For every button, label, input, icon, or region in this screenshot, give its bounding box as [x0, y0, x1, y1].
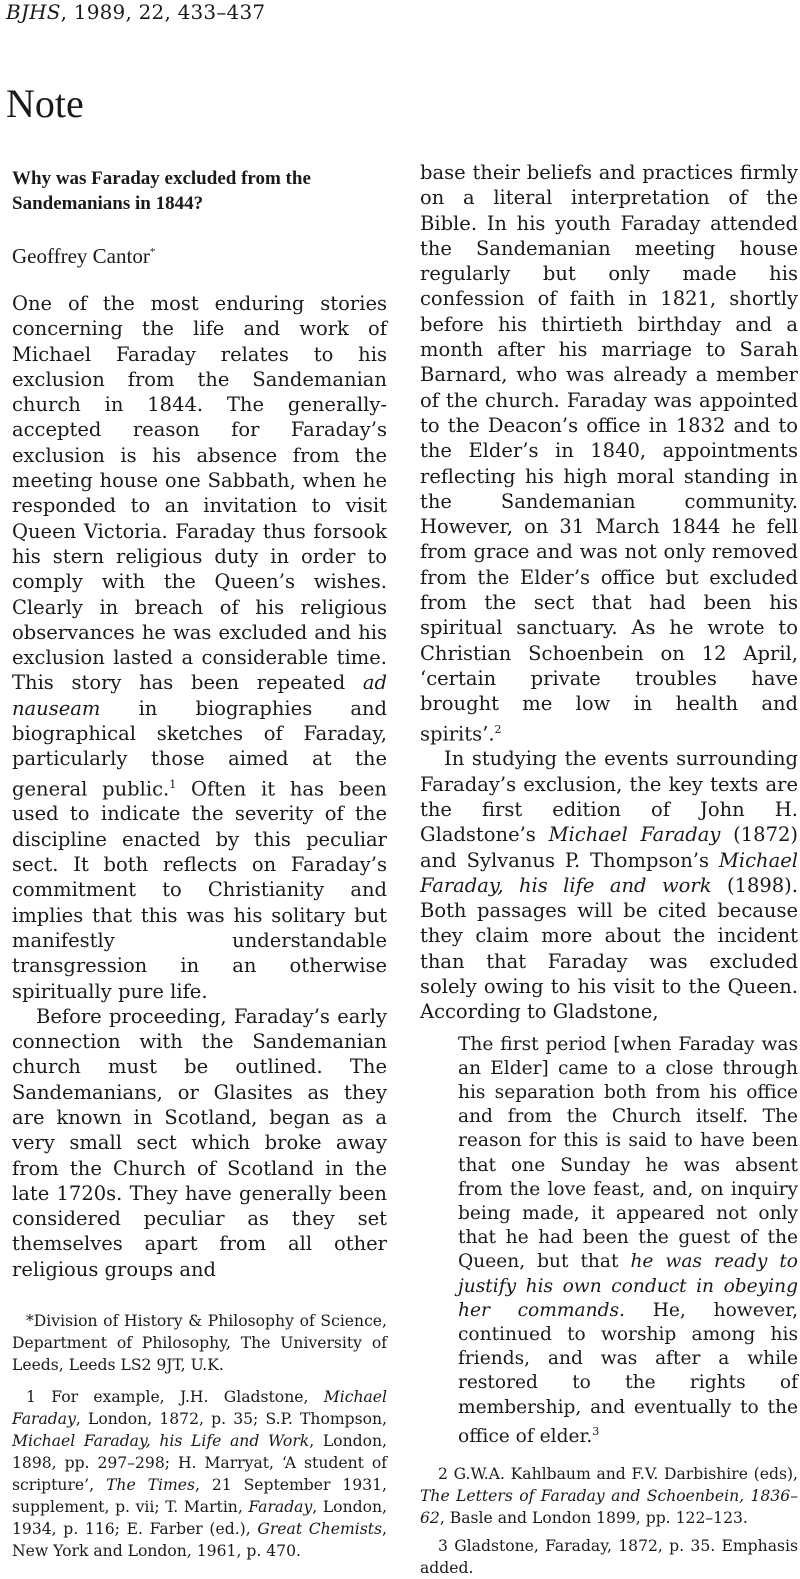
p1-text: One of the most enduring stories concerning the life and work of Michael Faraday relates to his exclusion from the Sandemanian church in 1844. The generally-accepted reason for Faraday’s exclusion is his absence from the meeting house one Sabbath, when he responded to an invitation to visit Queen Victoria. Faraday thus forsook his stern religious duty in order to comply with the Queen’s wishes. Clearly in breach of his religious observances he was excluded and his exclusion lasted a considerable time. This story has been repeated	[12, 292, 387, 695]
article-title: Why was Faraday excluded from the Sandemanians in 1844?	[12, 168, 311, 214]
footnote-2	[420, 1463, 798, 1529]
p4-e: (1898). Both passages will be cited because they claim more about the incident than that Faraday was excluded solely owing to his visit to the Queen. According to Gladstone,	[420, 873, 798, 1024]
footnote-3: 3 Gladstone, Faraday, 1872, p. 35. Emphasis added.	[420, 1537, 798, 1578]
section-label: Note	[6, 81, 84, 126]
footnote-1	[12, 1386, 387, 1562]
fn2-c: , Basle and London 1899, pp. 122–123.	[439, 1509, 748, 1528]
fn1-a: 1 For example, J.H. Gladstone,	[26, 1388, 309, 1407]
p1-italic: ad nauseam	[12, 671, 387, 720]
right-column	[420, 160, 798, 1579]
left-column	[12, 160, 387, 1572]
p3-text: base their beliefs and practices firmly on a literal interpretation of the Bible. In his youth Faraday attended the Sandemanian meeting house regularly but only made his confession of faith in 1821, shortly before his thirtieth birthday and a month after his marriage to Sarah Barnard, who was already a member of the church. Faraday was appointed to the Deacon’s office in 1832 and to the Elder’s in 1840, appointments reflecting his high moral standing in the Sandemanian community. However, on 31 March 1844 he fell from grace and was not only removed from the Elder’s office but excluded from the sect that had been his spiritual sanctuary. As he wrote to Christian Schoenbein on 12 April, ‘certain private troubles have brought me low in health and spirits’.	[420, 161, 798, 746]
block-quote	[458, 1033, 798, 1450]
fn1-c: , London, 1872, p. 35; S.P. Thompson,	[75, 1410, 387, 1429]
quote-c: He, however, continued to worship among his friends, and was after a while restored to the rights of membership, and eventually to the office of elder.	[458, 1299, 798, 1448]
journal-citation	[6, 0, 265, 24]
footnote-ref-3: 3	[592, 1424, 600, 1438]
affiliation-footnote: *Division of History & Philosophy of Science, Department of Philosophy, The University of Leeds, Leeds LS2 9JT, U.K.	[12, 1312, 387, 1375]
fn1-k: , New York and London, 1961, p. 470.	[12, 1520, 387, 1561]
footnote-ref-1: 1	[169, 777, 177, 791]
fn1-e: , London, 1898, pp. 297–298; H. Marryat, ‘A student of scripture’,	[12, 1432, 387, 1495]
author-name	[12, 244, 387, 269]
journal-name: BJHS	[6, 0, 61, 24]
p4-c: (1872) and Sylvanus P. Thompson’s	[420, 823, 798, 872]
paragraph-4	[420, 746, 798, 1024]
paragraph-2: Before proceeding, Faraday’s early connection with the Sandemanian church must be outlined. The Sandemanians, or Glasites as they are known in Scotland, began as a very small sect which broke away from the Church of Scotland in the late 1720s. They have generally been considered peculiar as they set themselves apart from all other religious groups and	[12, 1004, 387, 1281]
author-text: Geoffrey Cantor	[12, 244, 150, 268]
quote-a: The first period [when Faraday was an Elder] came to a close through his separation both from his office and from the Church itself. The reason for this is said to have been that one Sunday he was absent from the love feast, and, on inquiry being made, it appeared not only that he had been the guest of the Queen, but that	[458, 1033, 798, 1273]
fn1-d: Michael Faraday, his Life and Work	[12, 1432, 310, 1451]
p4-d: Michael Faraday, his life and work	[420, 848, 798, 897]
fn1-b: Michael Faraday	[12, 1388, 387, 1429]
quote-b: he was ready to justify his own conduct in obeying her commands.	[458, 1251, 798, 1321]
footnote-ref-2: 2	[494, 722, 502, 736]
p1-cont: in biographies and biographical sketches of Faraday, particularly those aimed at the general public.	[12, 696, 388, 801]
fn1-j: Great Chemists	[257, 1520, 383, 1539]
p1-end: Often it has been used to indicate the severity of the discipline enacted by this peculiar sect. It both reflects on Faraday’s commitment to Christianity and implies that this was his solitary but manifestly understandable transgression in an otherwise spiritually pure life.	[12, 777, 387, 1003]
author-mark: *	[149, 246, 156, 258]
p4-b: Michael Faraday	[548, 823, 721, 847]
fn1-h: Faraday	[248, 1498, 313, 1517]
fn1-f: The Times	[106, 1476, 195, 1495]
fn2-a: 2 G.W.A. Kahlbaum and F.V. Darbishire (eds),	[438, 1465, 798, 1484]
fn1-g: , 21 September 1931, supplement, p. vii; T. Martin,	[12, 1476, 388, 1517]
citation-details: , 1989, 22, 433–437	[60, 0, 266, 24]
paragraph-3	[420, 160, 798, 746]
fn2-b: The Letters of Faraday and Schoenbein, 1836–62	[420, 1487, 798, 1528]
paragraph-1	[12, 291, 387, 1004]
fn1-i: , London, 1934, p. 116; E. Farber (ed.),	[12, 1498, 387, 1539]
p4-a: In studying the events surrounding Faraday’s exclusion, the key texts are the first edition of John H. Gladstone’s	[420, 747, 798, 847]
